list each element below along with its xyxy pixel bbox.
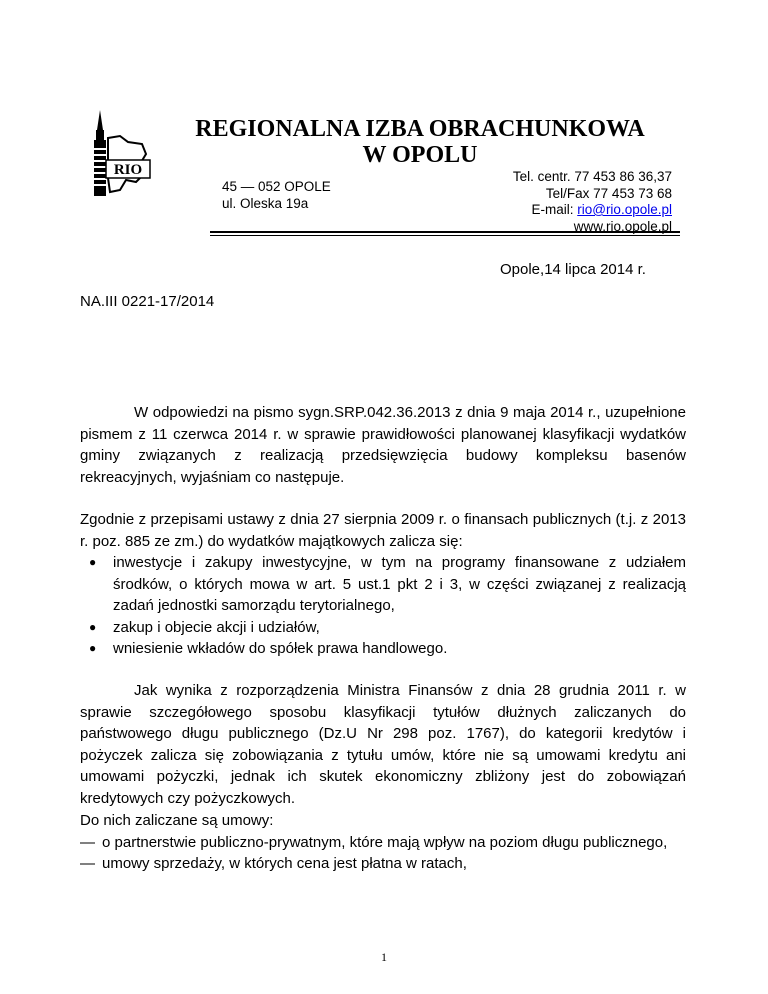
list-item: ● wniesienie wkładów do spółek prawa handlowego. [80, 638, 686, 660]
reference-number: NA.III 0221-17/2014 [80, 293, 215, 310]
bullet-icon: ● [89, 641, 97, 655]
paragraph-1: W odpowiedzi na pismo sygn.SRP.042.36.2013 z dnia 9 maja 2014 r., uzupełnione pismem z 11 czerwca 2014 r. w sprawie prawidłowości planowanej klasyfikacji wydatków gminy związanych z realizacją przedsięwzięcia budowy kompleksu basenów rekreacyjnych, wyjaśniam co następuje. [80, 404, 686, 486]
dash-icon: — [80, 855, 95, 872]
paragraph-2 [80, 509, 686, 660]
letter-date: Opole,14 lipca 2014 r. [500, 261, 646, 278]
header-rule-thin [210, 235, 680, 236]
address-block [222, 178, 331, 212]
phone-number: Tel. centr. 77 453 86 36,37 [512, 169, 672, 184]
address-street: ul. Oleska 19a [222, 196, 309, 211]
list-item: ● zakup i objecie akcji i udziałów, [80, 617, 686, 639]
paragraph-4 [80, 810, 686, 875]
list-item: ● inwestycje i zakupy inwestycyjne, w tym na programy finansowane z udziałem środków, o których mowa w art. 5 ust.1 pkt 2 i 3, w części związanej z realizacją zadań jednostki samorządu terytorialnego, [89, 554, 686, 614]
email-line [513, 202, 672, 219]
fax-number: Tel/Fax 77 453 73 68 [545, 185, 672, 201]
expense-list [80, 552, 686, 660]
email-label: E-mail: [531, 202, 578, 217]
paragraph-2-text: Zgodnie z przepisami ustawy z dnia 27 sierpnia 2009 r. o finansach publicznych (t.j. z 2013 r. poz. 885 ze zm.) do wydatków majątkowych zalicza się: [80, 511, 686, 550]
org-city: W OPOLU [362, 142, 478, 168]
website: www.rio.opole.pl [573, 218, 672, 234]
email-link[interactable]: rio@rio.opole.pl [577, 202, 672, 217]
contact-block [513, 169, 672, 235]
bullet-icon: ● [89, 619, 97, 634]
page-number: 1 [381, 950, 387, 964]
header-rule [210, 231, 680, 233]
dash-icon: — [80, 833, 95, 851]
address-postal: 45 — 052 OPOLE [222, 179, 331, 194]
org-name: REGIONALNA IZBA OBRACHUNKOWA [195, 116, 645, 142]
list-item: — o partnerstwie publiczno-prywatnym, które mają wpływ na poziom długu publicznego, [80, 832, 686, 854]
paragraph-3: Jak wynika z rozporządzenia Ministra Finansów z dnia 28 grudnia 2011 r. w sprawie szczegółowego sposobu klasyfikacji tytułów dłużnych zaliczanych do państwowego długu publicznego (Dz.U Nr 298 poz. 1767), do kategorii kredytów i pożyczek zalicza się zobowiązania z tytułu umów, które nie są umowami kredytu ani umowami pożyczki, jednak ich skutek ekonomiczny zbliżony jest do zobowiązań kredytowych czy pożyczkowych. [80, 682, 686, 807]
list-item: — umowy sprzedaży, w których cena jest płatna w ratach, [80, 853, 686, 875]
paragraph-4-intro: Do nich zaliczane są umowy: [80, 812, 274, 829]
bullet-icon: ● [89, 555, 97, 569]
logo-text: RIO [113, 162, 143, 178]
